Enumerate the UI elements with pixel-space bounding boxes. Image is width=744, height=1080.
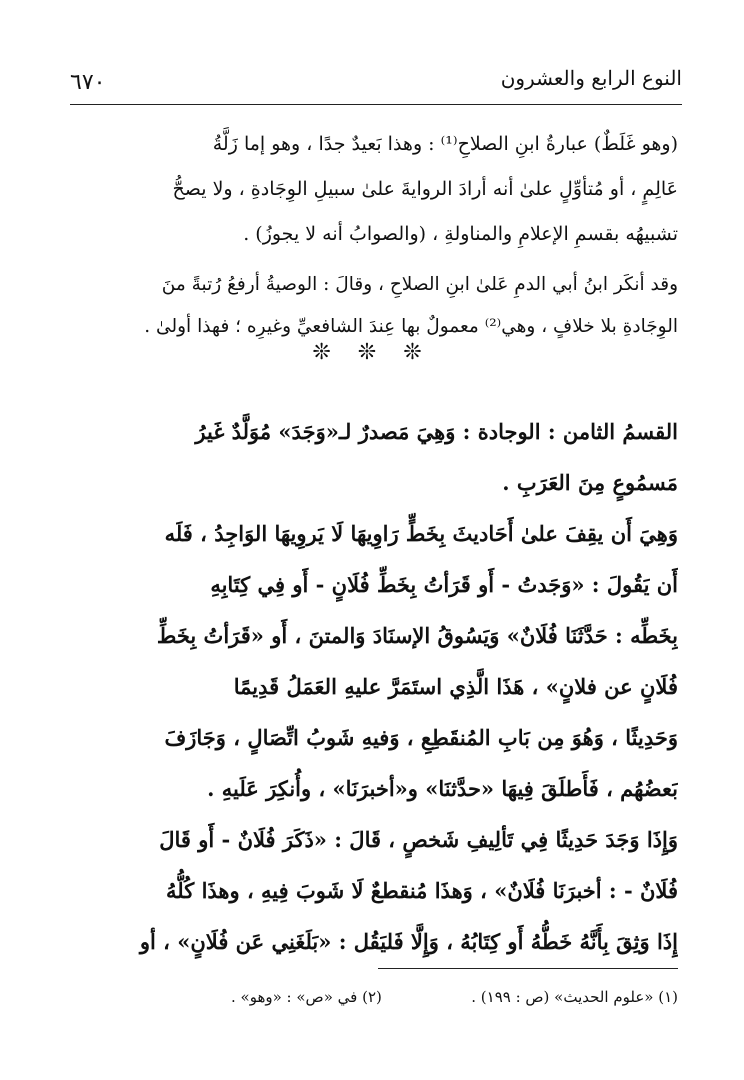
text-line: بَعضُهُم ، فَأَطلَقَ فِيهَا «حدَّثنَا» و«أخبرَنَا» ، وأُنكِرَ عَلَيهِ . [207,776,678,801]
text-line: إِذَا وَثِقَ بِأَنَّهُ خَطُّهُ أَو كِتَابُهُ ، وَإِلَّا فَليَقُل : «بَلَغَنِي عَن فُلَانٍ» ، أو [139,929,678,954]
text-line: وَإِذَا وَجَدَ حَدِيثًا فِي تَألِيفِ شَخصٍ ، قَالَ : «ذَكَرَ فُلَانٌ - أَو قَالَ [159,827,678,852]
quote-paragraph [66,122,678,257]
page-header [70,60,682,100]
page-number: ٦٧٠ [70,70,106,95]
text-line: فُلَانٍ عن فلانٍ» ، هَذَا الَّذِي استَمَرَّ عليهِ العَمَلُ قَدِيمًا [233,674,678,699]
text-line: وَهِيَ أَن يقِفَ علىٰ أَحَاديثَ بِخَطٍّ رَاوِيهَا لَا يَروِيهَا الوَاجِدُ ، فَلَه [164,521,678,546]
text-line: بِخَطِّه : حَدَّثَنَا فُلَانٌ» وَيَسُوقُ الإسنَادَ وَالمتنَ ، أَو «قَرَأتُ بِخَطِّ [156,623,678,648]
footnote-1: (١) «علوم الحديث» (ص : ١٩٩) . [471,988,678,1006]
text-line: القسمُ الثامن : الوجادة : وَهِيَ مَصدرٌ لـ«وَجَدَ» مُوَلَّدٌ غَيرُ [195,419,678,444]
text-line: (وهو غَلَطٌ) عبارةُ ابنِ الصلاحِ⁽¹⁾ : وهذا بَعيدٌ جدًا ، وهو إما زَلَّةُ [212,133,678,155]
footnote-rule [378,968,678,969]
footnote-2: (٢) في «ص» : «وهو» . [231,988,382,1006]
text-line: تشبيهُه بقسمِ الإعلامِ والمناولةِ ، (والصوابُ أنه لا يجوزُ) . [243,223,678,245]
main-text [66,406,678,967]
commentary-paragraph [66,264,678,348]
text-line: الوِجَادةِ بلا خلافٍ ، وهي⁽²⁾ معمولٌ بها عِندَ الشافعيِّ وغيرِه ؛ فهذا أولىٰ . [144,316,678,337]
text-line: عَالِمٍ ، أو مُتأوِّلٍ علىٰ أنه أرادَ الروايةَ علىٰ سبيلِ الوِجَادةِ ، ولا يصحُّ [172,178,678,200]
running-title: النوع الرابع والعشرون [500,66,682,90]
header-rule [70,104,682,105]
text-line: فُلَانٌ - : أخبرَنَا فُلَانٌ» ، وَهذَا مُنقطعٌ لَا شَوبَ فِيهِ ، وهذَا كُلُّهُ [166,878,678,903]
text-line: وقد أنكَر ابنُ أبي الدمِ عَلىٰ ابنِ الصلاحِ ، وقالَ : الوصيةُ أرفعُ رُتبةً منَ [161,274,678,295]
text-line: مَسمُوعٍ مِنَ العَرَبِ . [502,470,678,495]
text-line: وَحَدِيثًا ، وَهُوَ مِن بَابِ المُنقَطِعِ ، وَفيهِ شَوبُ اتِّصَالٍ ، وَجَازَفَ [164,725,678,750]
section-separator: ❊ ❊ ❊ [312,340,432,365]
text-line: أَن يَقُولَ : «وَجَدتُ - أَو قَرَأتُ بِخَطِّ فُلَانٍ - أَو فِي كِتَابِهِ [210,572,678,597]
